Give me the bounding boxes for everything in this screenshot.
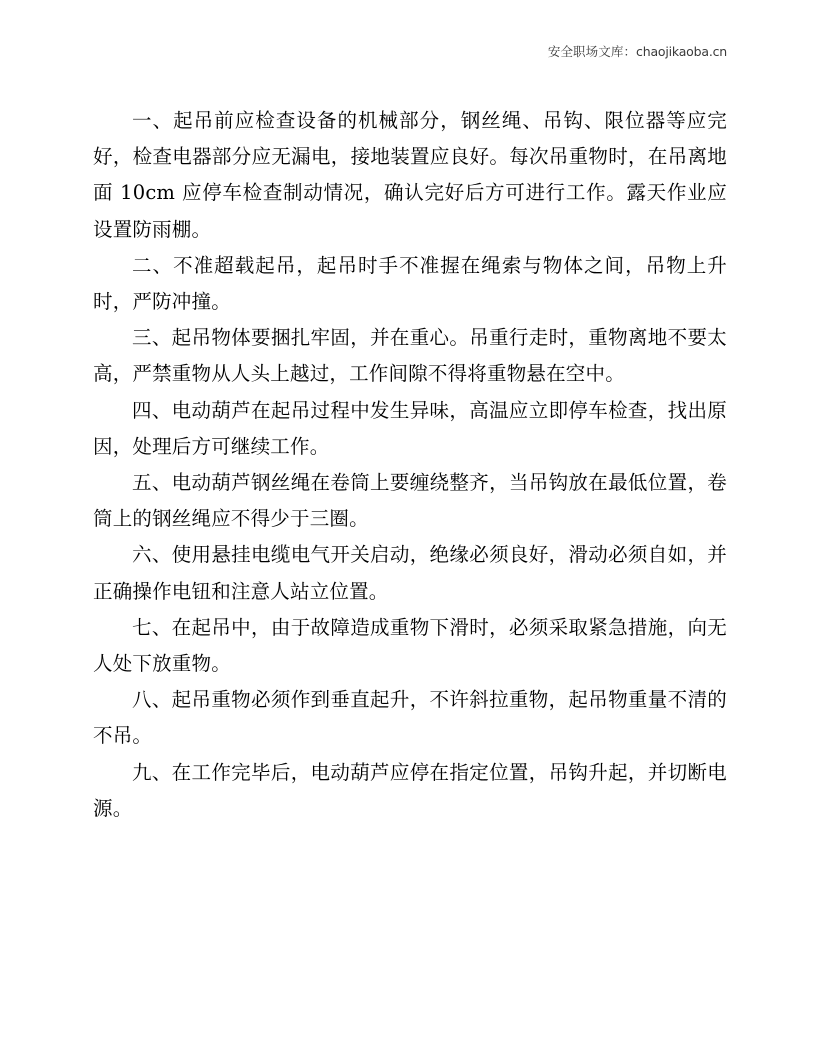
header-site-url: chaojikaoba.cn <box>636 44 727 59</box>
paragraph-item-3: 三、起吊物体要捆扎牢固，并在重心。吊重行走时，重物离地不要太高，严禁重物从人头上越过，工作间隙不得将重物悬在空中。 <box>93 326 727 386</box>
paragraph-item-6: 六、使用悬挂电缆电气开关启动，绝缘必须良好，滑动必须自如，并正确操作电钮和注意人站立位置。 <box>93 543 727 603</box>
paragraph-item-2: 二、不准超载起吊，起吊时手不准握在绳索与物体之间，吊物上升时，严防冲撞。 <box>93 253 727 314</box>
paragraph-item-1: 一、起吊前应检查设备的机械部分，钢丝绳、吊钩、限位器等应完好，检查电器部分应无漏电，接地装置应良好。每次吊重物时，在吊离地面 10cm 应停车检查制动情况，确认完好后方可进行工作。露天作业应设置防雨棚。 <box>93 109 727 241</box>
paragraph-item-5: 五、电动葫芦钢丝绳在卷筒上要缠绕整齐，当吊钩放在最低位置，卷筒上的钢丝绳应不得少于三圈。 <box>93 471 727 531</box>
header-library-label: 安全职场文库： <box>547 44 637 59</box>
paragraph-item-9: 九、在工作完毕后，电动葫芦应停在指定位置，吊钩升起，并切断电源。 <box>93 760 727 820</box>
page-header <box>0 44 727 60</box>
paragraph-item-4: 四、电动葫芦在起吊过程中发生异味，高温应立即停车检查，找出原因，处理后方可继续工作。 <box>93 398 727 458</box>
document-body <box>93 103 727 827</box>
paragraph-item-7: 七、在起吊中，由于故障造成重物下滑时，必须采取紧急措施，向无人处下放重物。 <box>93 615 727 676</box>
paragraph-item-8: 八、起吊重物必须作到垂直起升，不许斜拉重物，起吊物重量不清的不吊。 <box>93 688 727 748</box>
